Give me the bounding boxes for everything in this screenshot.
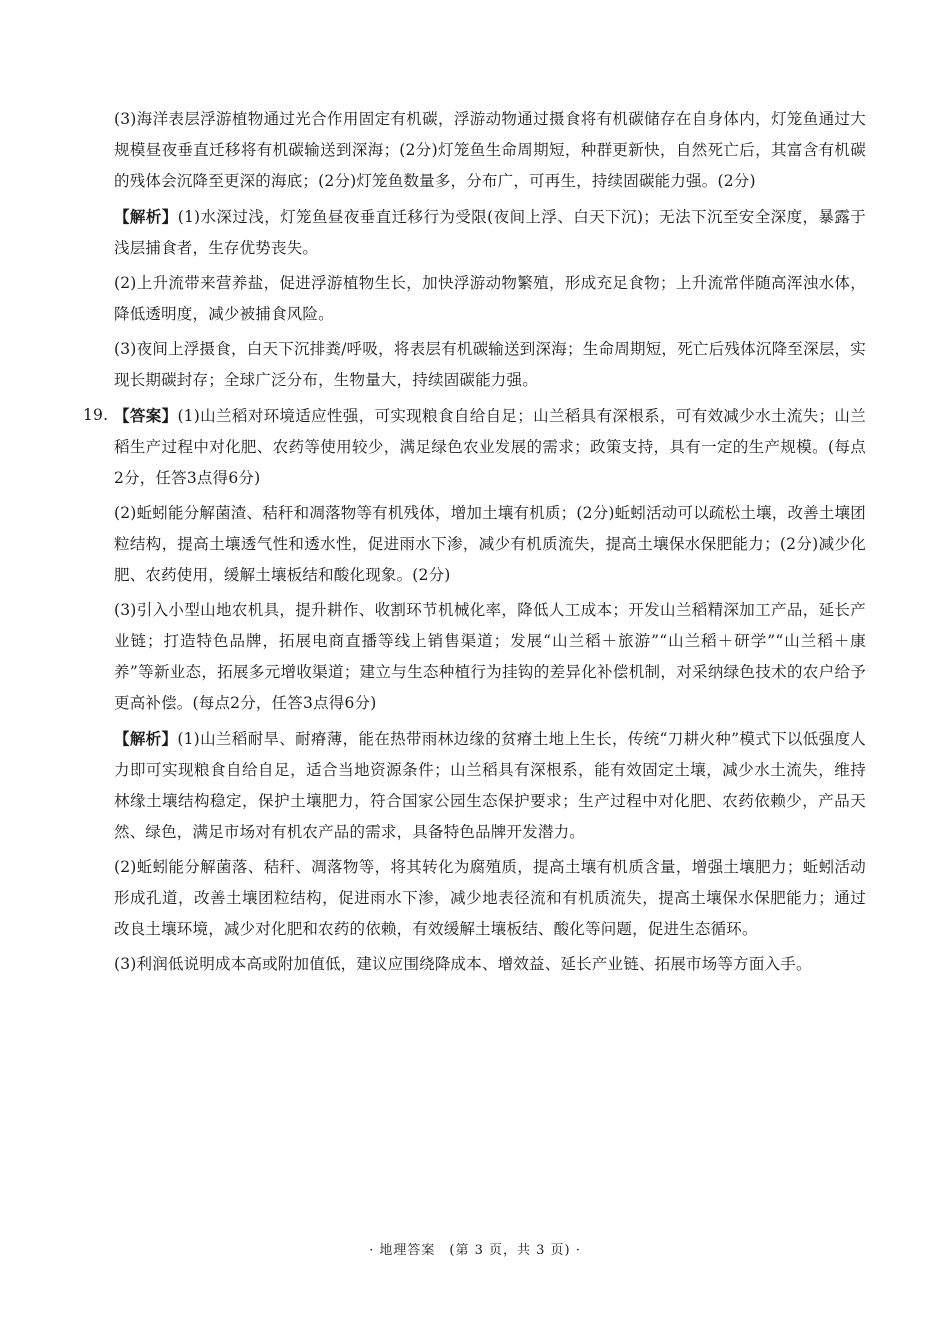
q18-analysis-part2: (2)上升流带来营养盐，促进浮游植物生长，加快浮游动物繁殖，形成充足食物；上升流常伴随高浑浊水体，降低透明度，减少被捕食风险。 bbox=[114, 274, 866, 323]
q18-analysis-part3: (3)夜间上浮摄食，白天下沉排粪/呼吸，将表层有机碳输送到深海；生命周期短，死亡后残体沉降至深层，实现长期碳封存；全球广泛分布，生物量大，持续固碳能力强。 bbox=[114, 340, 866, 389]
answer-sheet-page bbox=[83, 104, 866, 984]
q18-analysis-part1 bbox=[114, 201, 866, 264]
analysis-tag: 【解析】 bbox=[114, 729, 178, 748]
analysis-text: (1)水深过浅，灯笼鱼昼夜垂直迁移行为受限(夜间上浮、白天下沉)；无法下沉至安全深度，暴露于浅层捕食者，生存优势丧失。 bbox=[114, 208, 866, 257]
q19-answer-part1 bbox=[83, 400, 866, 494]
q19-analysis-part1 bbox=[114, 723, 866, 848]
page-footer: · 地理答案 (第 3 页，共 3 页) · bbox=[369, 1243, 581, 1258]
analysis-text: (1)山兰稻耐旱、耐瘠薄，能在热带雨林边缘的贫瘠土地上生长，传统“刀耕火种”模式下以低强度人力即可实现粮食自给自足，适合当地资源条件；山兰稻具有深根系，能有效固定土壤，减少水土流失，维持林缘土壤结构稳定，保护土壤肥力，符合国家公园生态保护要求；生产过程中对化肥、农药依赖少，产品天然、绿色，满足市场对有机农产品的需求，具备特色品牌开发潜力。 bbox=[114, 730, 866, 841]
q19-analysis-part2: (2)蚯蚓能分解菌落、秸秆、凋落物等，将其转化为腐殖质，提高土壤有机质含量，增强土壤肥力；蚯蚓活动形成孔道，改善土壤团粒结构，促进雨水下渗，减少地表径流和有机质流失，提高土壤保水保肥能力；通过改良土壤环境，减少对化肥和农药的依赖，有效缓解土壤板结、酸化等问题，促进生态循环。 bbox=[114, 858, 866, 938]
answer-text: (1)山兰稻对环境适应性强，可实现粮食自给自足；山兰稻具有深根系，可有效减少水土流失；山兰稻生产过程中对化肥、农药等使用较少，满足绿色农业发展的需求；政策支持，具有一定的生产规模。(每点2分，任答3点得6分) bbox=[114, 407, 866, 487]
q19-answer-part3: (3)引入小型山地农机具，提升耕作、收割环节机械化率，降低人工成本；开发山兰稻精深加工产品，延长产业链；打造特色品牌，拓展电商直播等线上销售渠道；发展“山兰稻＋旅游”“山兰稻＋研学”“山兰稻＋康养”等新业态，拓展多元增收渠道；建立与生态种植行为挂钩的差异化补偿机制，对采纳绿色技术的农户给予更高补偿。(每点2分，任答3点得6分) bbox=[114, 601, 866, 712]
answer-tag: 【答案】 bbox=[114, 406, 178, 425]
q18-answer-part3: (3)海洋表层浮游植物通过光合作用固定有机碳，浮游动物通过摄食将有机碳储存在自身体内，灯笼鱼通过大规模昼夜垂直迁移将有机碳输送到深海；(2分)灯笼鱼生命周期短，种群更新快，自然死亡后，其富含有机碳的残体会沉降至更深的海底；(2分)灯笼鱼数量多，分布广，可再生，持续固碳能力强。(2分) bbox=[114, 110, 866, 190]
analysis-tag: 【解析】 bbox=[114, 207, 178, 226]
q19-analysis-part3: (3)利润低说明成本高或附加值低，建议应围绕降成本、增效益、延长产业链、拓展市场等方面入手。 bbox=[114, 955, 812, 973]
question-number: 19. bbox=[83, 406, 109, 424]
q19-answer-part2: (2)蚯蚓能分解菌渣、秸秆和凋落物等有机残体，增加土壤有机质；(2分)蚯蚓活动可以疏松土壤，改善土壤团粒结构，提高土壤透气性和透水性，促进雨水下渗，减少有机质流失，提高土壤保水保肥能力；(2分)减少化肥、农药使用，缓解土壤板结和酸化现象。(2分) bbox=[114, 504, 866, 584]
